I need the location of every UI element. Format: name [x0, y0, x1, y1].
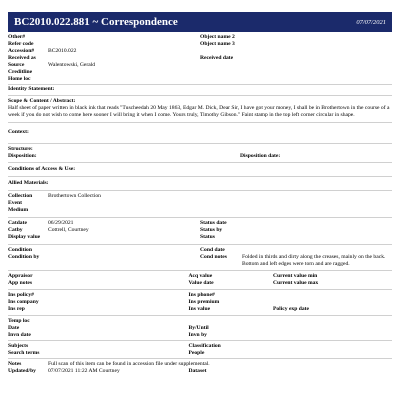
appraisal-section	[8, 271, 392, 290]
structure-label: Structure:	[8, 146, 33, 152]
cond-notes-value: Folded in thirds and dirty along the creases, mainly on the back. Bottom and left edges were torn and are ragged.	[242, 254, 386, 267]
ins-phone-label: Ins phone#	[188, 292, 215, 298]
creditline-label: Creditline	[8, 69, 33, 75]
classification-label: Classification	[188, 343, 221, 349]
home-loc-label: Home loc	[8, 76, 31, 82]
catby-value: Cottrell, Courtney	[48, 227, 89, 233]
status-label: Status	[200, 234, 215, 240]
condition-section	[8, 245, 392, 271]
record-title: BC2010.022.881 ~ Correspondence	[14, 16, 178, 28]
collection-label: Collection	[8, 193, 33, 199]
record-print-date: 07/07/2021	[356, 18, 386, 26]
app-notes-label: App notes	[8, 280, 33, 286]
accession-label: Accession#	[8, 48, 35, 54]
collection-value: Brothertown Collection	[48, 193, 101, 199]
event-label: Event	[8, 200, 22, 206]
identity-statement-section	[8, 85, 392, 96]
collection-section	[8, 191, 392, 218]
policy-exp-date-label: Policy exp date	[272, 306, 309, 312]
appraisor-label: Appraisor	[8, 273, 33, 279]
ins-policy-label: Ins policy#	[8, 292, 34, 298]
subjects-label: Subjects	[8, 343, 29, 349]
structure-section	[8, 144, 392, 163]
current-value-min-label: Current value min	[272, 273, 318, 279]
object-name-2-label: Object name 2	[200, 34, 235, 40]
scope-label: Scope & Content / Abstract:	[8, 98, 76, 104]
ins-rep-label: Ins rep	[8, 306, 25, 312]
by-until-label: By/Until	[188, 325, 209, 331]
cond-date-label: Cond date	[200, 247, 225, 253]
updated-by-value: 07/07/2021 11:22 AM Courtney	[48, 368, 120, 374]
ins-company-label: Ins company	[8, 299, 39, 305]
received-date-label: Received date	[200, 55, 234, 61]
object-name-3-label: Object name 3	[200, 41, 235, 47]
conditions-access-section	[8, 163, 392, 177]
identity-statement-label: Identity Statement:	[8, 86, 55, 92]
ins-premium-label: Ins premium	[188, 299, 220, 305]
acq-value-label: Acq value	[188, 273, 213, 279]
display-value-label: Display value	[8, 234, 41, 240]
scope-section	[8, 96, 392, 123]
condition-label: Condition	[8, 247, 32, 253]
ins-value-label: Ins value	[188, 306, 211, 312]
disposition-date-label: Disposition date:	[240, 153, 281, 159]
condition-by-label: Condition by	[8, 254, 40, 260]
value-date-label: Value date	[188, 280, 214, 286]
location-section	[8, 316, 392, 341]
conditions-access-label: Conditions of Access & Use:	[8, 166, 76, 172]
subjects-section	[8, 341, 392, 359]
dataset-label: Dataset	[188, 368, 207, 374]
medium-label: Medium	[8, 207, 29, 213]
search-terms-label: Search terms	[8, 350, 40, 356]
record-page	[8, 0, 392, 375]
context-label: Context:	[8, 129, 29, 135]
cond-notes-label: Cond notes	[200, 254, 227, 260]
context-section	[8, 123, 392, 144]
people-label: People	[188, 350, 205, 356]
date-label: Date	[8, 325, 20, 331]
catdate-label: Catdate	[8, 220, 27, 226]
other-label: Other#	[8, 34, 26, 40]
invn-date-label: Invn date	[8, 332, 31, 338]
record-title-bar	[8, 12, 392, 32]
received-as-label: Received as	[8, 55, 36, 61]
accession-value: BC2010.022	[48, 48, 77, 54]
catdate-value: 06/29/2021	[48, 220, 74, 226]
status-date-label: Status date	[200, 220, 227, 226]
catalog-section	[8, 218, 392, 245]
current-value-max-label: Current value max	[272, 280, 319, 286]
source-value: Walentowski, Gerald	[48, 62, 96, 68]
scope-text: Half sheet of paper written in black ink that reads "Tuscheedah 20 May 1863, Edgar M. Dick, Dear Sir, I have got your money, I shall be in Brothertown in the course of a week if you do not wish to come here sooner I will bring it when I come. Yours truly, Timothy Gibson." Faint stamp in the top left corner circular in shape.	[8, 105, 390, 118]
identification-section	[8, 32, 392, 85]
invn-by-label: Invn by	[188, 332, 207, 338]
allied-materials-section	[8, 177, 392, 191]
insurance-section	[8, 290, 392, 316]
notes-value: Full scan of this item can be found in accession file under supplemental.	[48, 361, 210, 367]
catby-label: Catby	[8, 227, 23, 233]
allied-materials-label: Allied Materials:	[8, 180, 49, 186]
updated-by-label: Updated/by	[8, 368, 36, 374]
status-by-label: Status by	[200, 227, 223, 233]
source-label: Source	[8, 62, 25, 68]
notes-section	[8, 359, 392, 375]
disposition-label: Disposition:	[8, 153, 37, 159]
temp-loc-label: Temp loc	[8, 318, 30, 324]
notes-label: Notes	[8, 361, 22, 367]
refer-code-label: Refer code	[8, 41, 34, 47]
